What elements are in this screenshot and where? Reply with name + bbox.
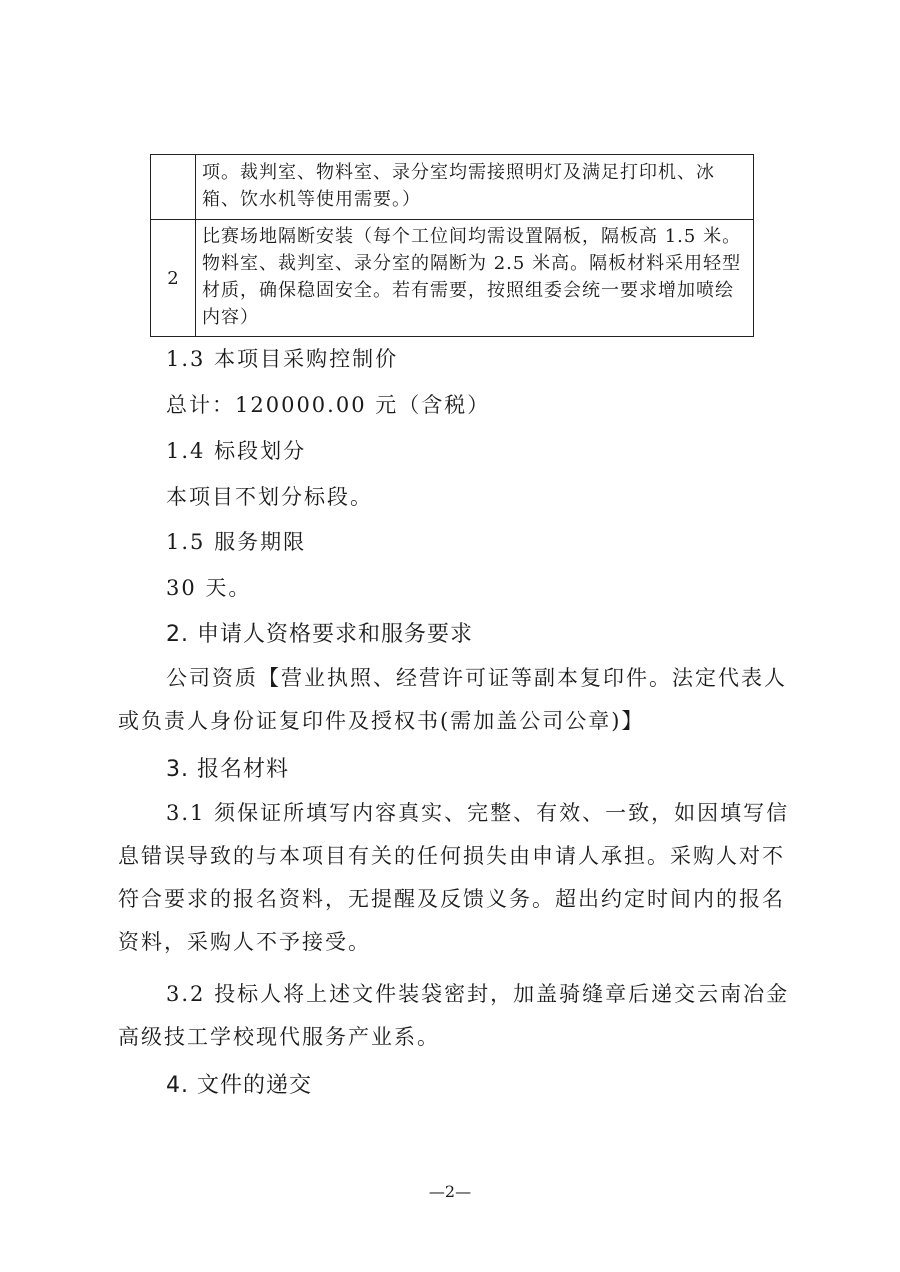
row-text: 比赛场地隔断安装（每个工位间均需设置隔板，隔板高 1.5 米。物料室、裁判室、录分室的隔断为 2.5 米高。隔板材料采用轻型材质，确保稳固安全。若有需要，按照组委会统一要求增加喷绘内容）: [196, 220, 754, 337]
requirements-table: [150, 154, 754, 337]
table-row: [151, 220, 754, 337]
section-1-3-title: 1.3 本项目采购控制价: [166, 347, 399, 371]
section-1-5-title: 1.5 服务期限: [166, 530, 307, 554]
section-2-heading: 2. 申请人资格要求和服务要求: [166, 622, 473, 647]
page-number: —2—: [428, 1182, 472, 1201]
section-3-1-body: 3.1 须保证所填写内容真实、完整、有效、一致，如因填写信息错误导致的与本项目有关的任何损失由申请人承担。采购人对不符合要求的报名资料，无提醒及反馈义务。超出约定时间内的报名资料，采购人不予接受。: [118, 801, 790, 954]
section-1-4-body: 本项目不划分标段。: [166, 485, 373, 509]
row-text: 项。裁判室、物料室、录分室均需接照明灯及满足打印机、冰箱、饮水机等使用需要。）: [196, 155, 754, 220]
section-2-body: 公司资质【营业执照、经营许可证等副本复印件。法定代表人或负责人身份证复印件及授权书(需加盖公司公章)】: [118, 666, 787, 733]
section-4-heading: 4. 文件的递交: [166, 1073, 312, 1098]
row-number: [151, 155, 196, 220]
table-row: [151, 155, 754, 220]
section-1-5-body: 30 天。: [166, 576, 252, 600]
section-1-4-title: 1.4 标段划分: [166, 439, 307, 463]
section-3-2-body: 3.2 投标人将上述文件装袋密封，加盖骑缝章后递交云南冶金高级技工学校现代服务产业系。: [118, 982, 790, 1049]
row-number: 2: [151, 220, 196, 337]
section-3-heading: 3. 报名材料: [166, 757, 289, 782]
section-1-3-body: 总计：120000.00 元（含税）: [166, 393, 491, 417]
